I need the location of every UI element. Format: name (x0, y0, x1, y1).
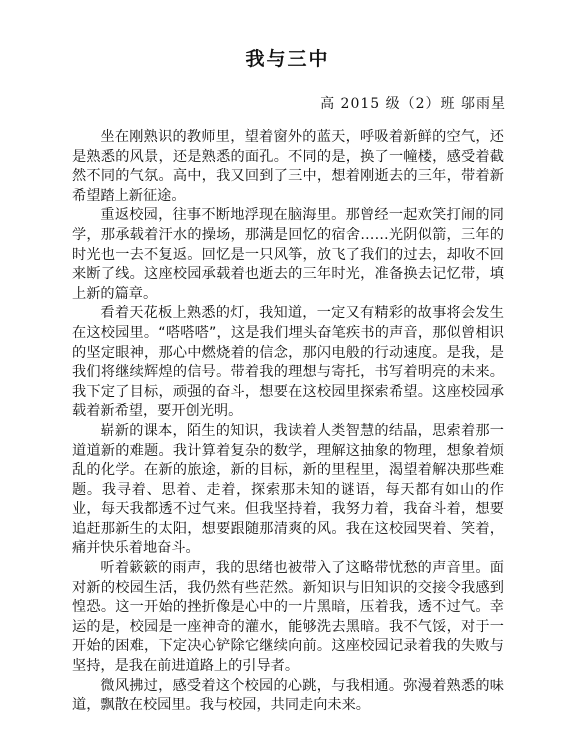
paragraph: 坐在刚熟识的教师里，望着窗外的蓝天，呼吸着新鲜的空气，还是熟悉的风景，还是熟悉的面孔。不同的是，换了一幢楼，感受着截然不同的气氛。高中，我又回到了三中，想着刚逝去的三年，带着新希望踏上新征途。 (72, 129, 504, 204)
paragraph: 重返校园，往事不断地浮现在脑海里。那曾经一起欢笑打闹的同学，那承载着汗水的操场，那满是回忆的宿舍……光阴似箭，三年的时光也一去不复返。回忆是一只风筝，放飞了我们的过去，却收不回来断了线。这座校园承载着也逝去的三年时光，准备换去记忆带，填上新的篇章。 (72, 207, 504, 302)
paragraph: 看着天花板上熟悉的灯，我知道，一定又有精彩的故事将会发生在这校园里。“嗒嗒嗒”，这是我们埋头奋笔疾书的声音，那似曾相识的坚定眼神，那心中燃烧着的信念，那闪电般的行动速度。是我，是我们将继续辉煌的信号。带着我的理想与寄托，书写着明亮的未来。我下定了目标，顽强的奋斗，想要在这校园里探索希望。这座校园承载着新希望，要开创光明。 (72, 305, 504, 420)
paragraph: 听着簌簌的雨声，我的思绪也被带入了这略带忧愁的声音里。面对新的校园生活，我仍然有些茫然。新知识与旧知识的交接令我感到惶恐。这一开始的挫折像是心中的一片黑暗，压着我，透不过气。幸运的是，校园是一座神奇的灌水，能够洗去黑暗。我不气馁，对于一开始的困难，下定决心铲除它继续向前。这座校园记录着我的失败与坚持，是我在前进道路上的引导者。 (72, 560, 504, 675)
paragraph: 微风拂过，感受着这个校园的心跳，与我相通。弥漫着熟悉的味道，飘散在校园里。我与校园，共同走向未来。 (72, 677, 504, 714)
author-byline: 高 2015 级（2）班 邬雨星 (320, 96, 506, 112)
document-body (72, 128, 504, 716)
document-title: 我与三中 (245, 48, 330, 70)
paragraph: 崭新的课本，陌生的知识，我读着人类智慧的结晶，思索着那一道道新的难题。我计算着复杂的数学，理解这抽象的物理，想象着烦乱的化学。在新的旅途，新的目标，新的里程里，渴望着解决那些难题。我寻着、思着、走着，探索那未知的谜语，每天都有如山的作业，每天我都透不过气来。但我坚持着，我努力着，我奋斗着，想要追赶那新生的太阳，想要跟随那清爽的风。我在这校园哭着、笑着，痛并快乐着地奋斗。 (72, 422, 504, 557)
